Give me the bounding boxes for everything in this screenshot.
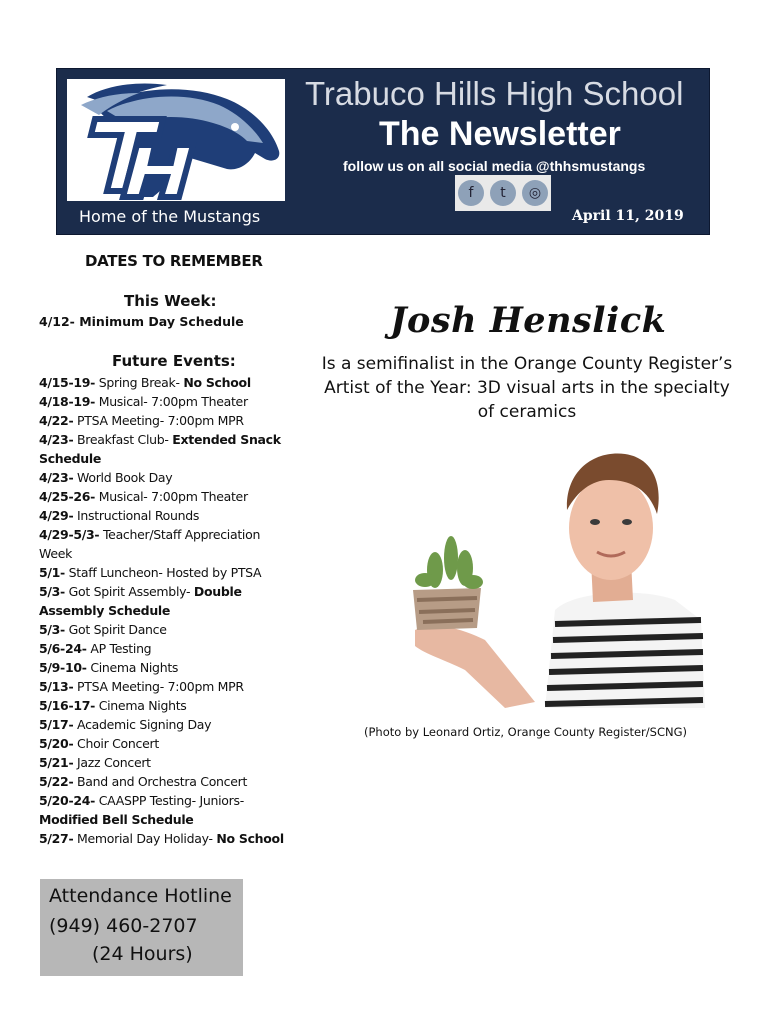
event-date: 4/25-26-	[39, 489, 96, 504]
newsletter-title: The Newsletter	[379, 115, 621, 153]
event-text: Choir Concert	[73, 736, 159, 751]
school-name: Trabuco Hills High School	[305, 75, 684, 112]
event-text: Academic Signing Day	[73, 717, 212, 732]
event-item	[39, 411, 289, 430]
future-events-list	[39, 373, 289, 848]
event-date: 5/16-17-	[39, 698, 96, 713]
event-item	[39, 753, 289, 772]
event-date: 4/22-	[39, 413, 74, 428]
home-label: Home of the Mustangs	[79, 207, 261, 226]
event-date: 5/1-	[39, 565, 65, 580]
event-item	[39, 772, 289, 791]
this-week-heading: This Week:	[124, 292, 217, 310]
hotline-hours: (24 Hours)	[92, 943, 193, 965]
event-text: CAASPP Testing- Juniors-	[95, 793, 244, 808]
event-text: Jazz Concert	[73, 755, 151, 770]
attendance-hotline-box	[40, 879, 243, 976]
student-photo-graphic	[395, 440, 705, 708]
event-text: PTSA Meeting- 7:00pm MPR	[73, 679, 244, 694]
photo-caption: (Photo by Leonard Ortiz, Orange County Register/SCNG)	[364, 725, 687, 739]
event-item	[39, 620, 289, 639]
event-item	[39, 430, 289, 468]
event-item	[39, 392, 289, 411]
this-week-item	[39, 314, 244, 329]
dates-heading: DATES TO REMEMBER	[85, 252, 263, 270]
event-item	[39, 487, 289, 506]
event-item	[39, 373, 289, 392]
event-item	[39, 468, 289, 487]
event-item	[39, 791, 289, 829]
event-date: 5/21-	[39, 755, 74, 770]
event-text: Memorial Day Holiday-	[73, 831, 217, 846]
event-emphasis: No School	[216, 831, 284, 846]
event-item	[39, 639, 289, 658]
hotline-phone: (949) 460-2707	[49, 915, 198, 937]
event-text: Musical- 7:00pm Theater	[95, 394, 248, 409]
event-date: 4/29-	[39, 508, 74, 523]
event-text: World Book Day	[73, 470, 173, 485]
twitter-icon[interactable]: t	[490, 180, 516, 206]
event-date: 5/20-24-	[39, 793, 96, 808]
event-item	[39, 829, 289, 848]
event-text: Band and Orchestra Concert	[73, 774, 248, 789]
event-date: 4/23-	[39, 470, 74, 485]
mustang-logo-graphic	[67, 79, 285, 201]
mustang-logo	[67, 79, 285, 201]
facebook-icon[interactable]: f	[458, 180, 484, 206]
event-emphasis: Double Assembly Schedule	[39, 584, 242, 618]
future-events-heading: Future Events:	[112, 352, 236, 370]
event-item	[39, 525, 289, 563]
event-date: 5/27-	[39, 831, 74, 846]
issue-date: April 11, 2019	[572, 208, 684, 224]
event-text: Got Spirit Assembly-	[64, 584, 194, 599]
event-text: Staff Luncheon- Hosted by PTSA	[64, 565, 262, 580]
event-date: 4/15-19-	[39, 375, 96, 390]
feature-description: Is a semifinalist in the Orange County Register’s Artist of the Year: 3D visual arts in the specialty of ceramics	[321, 354, 733, 422]
event-text: Spring Break-	[95, 375, 184, 390]
event-text: Cinema Nights	[95, 698, 187, 713]
event-item	[39, 677, 289, 696]
hotline-title: Attendance Hotline	[49, 885, 232, 907]
event-item	[39, 734, 289, 753]
instagram-icon[interactable]: ◎	[522, 180, 548, 206]
event-item	[39, 696, 289, 715]
event-item	[39, 506, 289, 525]
event-text: Instructional Rounds	[73, 508, 200, 523]
event-date: 4/18-19-	[39, 394, 96, 409]
event-item	[39, 715, 289, 734]
event-emphasis: Extended Snack Schedule	[39, 432, 281, 466]
this-week-item-text: 4/12- Minimum Day Schedule	[39, 314, 244, 329]
event-emphasis: Modified Bell Schedule	[39, 812, 194, 827]
event-date: 5/17-	[39, 717, 74, 732]
social-icons	[455, 175, 551, 211]
newsletter-header-banner	[56, 68, 710, 235]
event-text: Musical- 7:00pm Theater	[95, 489, 248, 504]
student-photo	[395, 440, 705, 708]
event-date: 5/9-10-	[39, 660, 87, 675]
event-text: Breakfast Club-	[73, 432, 173, 447]
feature-student-name: Josh Henslick	[390, 300, 667, 341]
event-date: 5/13-	[39, 679, 74, 694]
event-emphasis: No School	[183, 375, 251, 390]
event-item	[39, 563, 289, 582]
event-item	[39, 582, 289, 620]
social-media-line: follow us on all social media @thhsmustangs	[343, 158, 646, 174]
event-date: 4/23-	[39, 432, 74, 447]
event-date: 4/29-5/3-	[39, 527, 100, 542]
event-text: Teacher/Staff Appreciation Week	[39, 527, 261, 561]
event-item	[39, 658, 289, 677]
event-date: 5/3-	[39, 622, 65, 637]
event-date: 5/6-24-	[39, 641, 87, 656]
event-date: 5/3-	[39, 584, 65, 599]
event-text: Got Spirit Dance	[64, 622, 167, 637]
event-text: PTSA Meeting- 7:00pm MPR	[73, 413, 244, 428]
event-date: 5/20-	[39, 736, 74, 751]
event-text: AP Testing	[86, 641, 152, 656]
event-text: Cinema Nights	[86, 660, 179, 675]
event-date: 5/22-	[39, 774, 74, 789]
